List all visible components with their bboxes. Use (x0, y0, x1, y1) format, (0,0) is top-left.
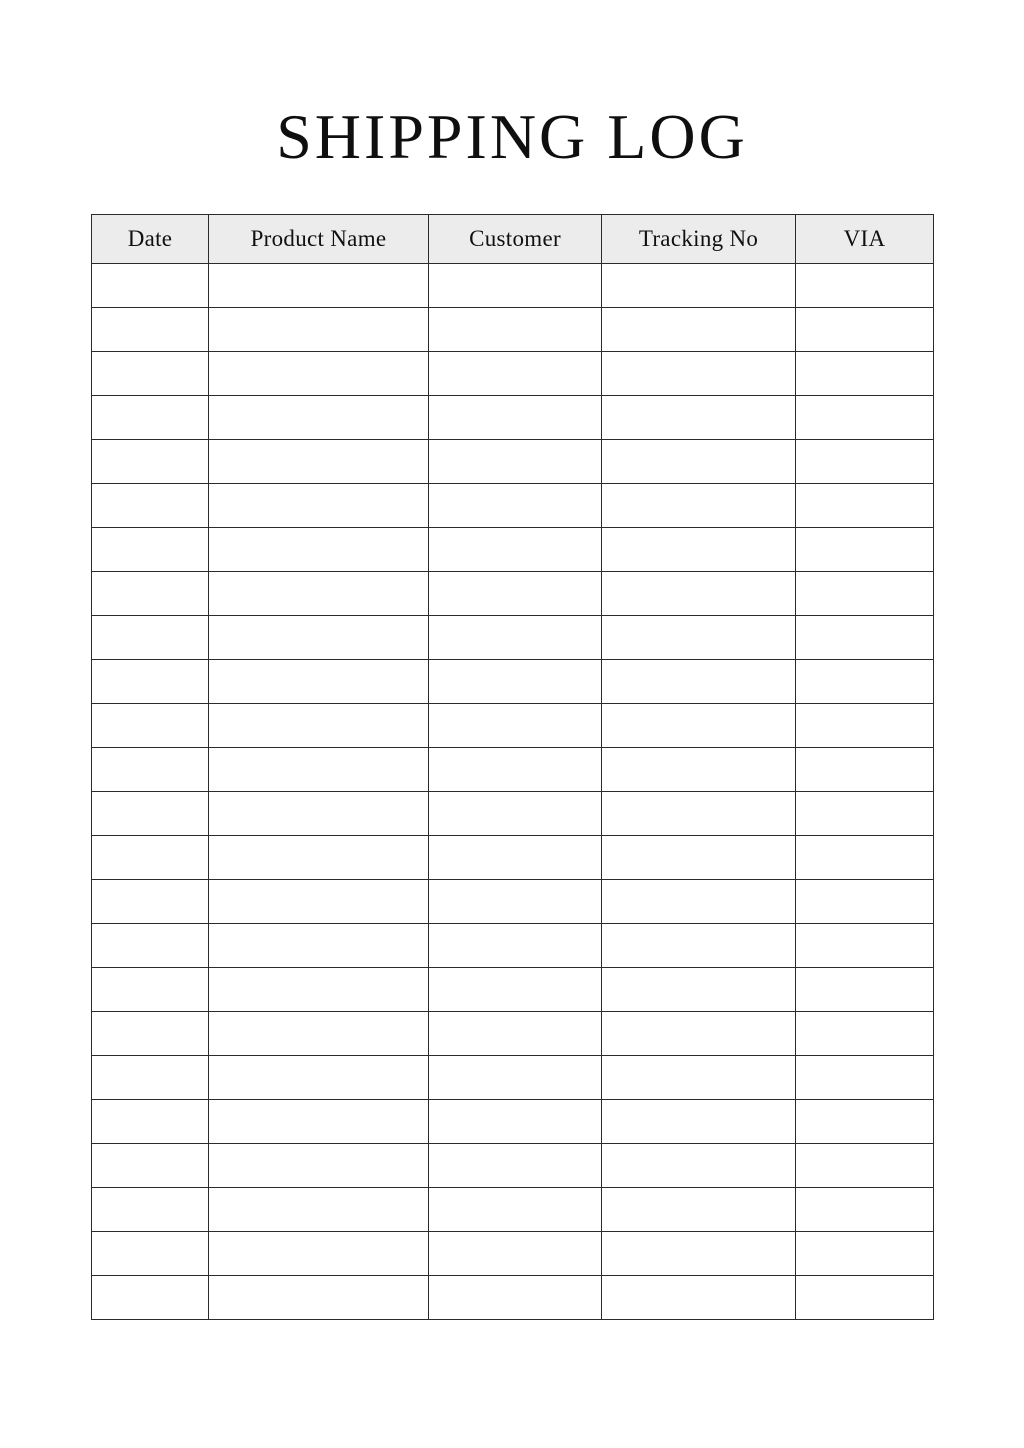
table-cell-customer[interactable] (429, 792, 602, 836)
table-cell-tracking_no[interactable] (602, 264, 796, 308)
table-cell-via[interactable] (796, 924, 934, 968)
table-cell-tracking_no[interactable] (602, 1232, 796, 1276)
table-cell-date[interactable] (92, 1056, 209, 1100)
table-cell-via[interactable] (796, 484, 934, 528)
table-row (92, 396, 934, 440)
table-row (92, 440, 934, 484)
table-cell-tracking_no[interactable] (602, 924, 796, 968)
table-row (92, 1144, 934, 1188)
table-cell-product_name[interactable] (209, 748, 429, 792)
table-row (92, 704, 934, 748)
table-row (92, 616, 934, 660)
table-cell-date[interactable] (92, 660, 209, 704)
table-cell-product_name[interactable] (209, 484, 429, 528)
table-cell-via[interactable] (796, 440, 934, 484)
table-cell-tracking_no[interactable] (602, 616, 796, 660)
table-cell-product_name[interactable] (209, 572, 429, 616)
table-cell-tracking_no[interactable] (602, 1276, 796, 1320)
table-cell-date[interactable] (92, 792, 209, 836)
table-cell-customer[interactable] (429, 1012, 602, 1056)
table-row (92, 660, 934, 704)
table-cell-product_name[interactable] (209, 528, 429, 572)
table-cell-date[interactable] (92, 1012, 209, 1056)
table-cell-product_name[interactable] (209, 1232, 429, 1276)
table-cell-customer[interactable] (429, 528, 602, 572)
table-cell-customer[interactable] (429, 440, 602, 484)
table-row (92, 1100, 934, 1144)
table-cell-customer[interactable] (429, 352, 602, 396)
table-cell-date[interactable] (92, 352, 209, 396)
column-header-product-name: Product Name (209, 215, 429, 264)
column-header-customer: Customer (429, 215, 602, 264)
table-cell-date[interactable] (92, 1276, 209, 1320)
table-cell-product_name[interactable] (209, 836, 429, 880)
table-cell-date[interactable] (92, 616, 209, 660)
table-cell-product_name[interactable] (209, 440, 429, 484)
table-cell-customer[interactable] (429, 396, 602, 440)
table-cell-tracking_no[interactable] (602, 572, 796, 616)
table-header (92, 215, 934, 264)
table-cell-tracking_no[interactable] (602, 1100, 796, 1144)
column-header-date: Date (92, 215, 209, 264)
table-cell-tracking_no[interactable] (602, 1188, 796, 1232)
table-cell-customer[interactable] (429, 1056, 602, 1100)
table-cell-product_name[interactable] (209, 924, 429, 968)
table-cell-date[interactable] (92, 396, 209, 440)
table-cell-via[interactable] (796, 528, 934, 572)
table-cell-via[interactable] (796, 264, 934, 308)
table-row (92, 484, 934, 528)
table-cell-via[interactable] (796, 1012, 934, 1056)
table-cell-customer[interactable] (429, 748, 602, 792)
table-cell-via[interactable] (796, 1232, 934, 1276)
table-cell-via[interactable] (796, 1276, 934, 1320)
table-cell-date[interactable] (92, 1232, 209, 1276)
table-cell-product_name[interactable] (209, 660, 429, 704)
table-cell-tracking_no[interactable] (602, 528, 796, 572)
table-cell-tracking_no[interactable] (602, 792, 796, 836)
table-row (92, 1232, 934, 1276)
column-header-tracking-no: Tracking No (602, 215, 796, 264)
table-row (92, 1276, 934, 1320)
table-cell-date[interactable] (92, 264, 209, 308)
table-row (92, 308, 934, 352)
table-cell-tracking_no[interactable] (602, 968, 796, 1012)
table-cell-via[interactable] (796, 968, 934, 1012)
table-cell-customer[interactable] (429, 968, 602, 1012)
table-cell-customer[interactable] (429, 1100, 602, 1144)
table-cell-via[interactable] (796, 704, 934, 748)
table-cell-via[interactable] (796, 1188, 934, 1232)
table-cell-customer[interactable] (429, 572, 602, 616)
table-row (92, 1012, 934, 1056)
table-cell-via[interactable] (796, 880, 934, 924)
table-cell-date[interactable] (92, 440, 209, 484)
table-cell-product_name[interactable] (209, 1012, 429, 1056)
table-row (92, 572, 934, 616)
column-header-via: VIA (796, 215, 934, 264)
table-cell-tracking_no[interactable] (602, 660, 796, 704)
table-row (92, 924, 934, 968)
table-cell-tracking_no[interactable] (602, 1144, 796, 1188)
table-cell-customer[interactable] (429, 1144, 602, 1188)
table-cell-tracking_no[interactable] (602, 836, 796, 880)
table-cell-product_name[interactable] (209, 352, 429, 396)
table-row (92, 1056, 934, 1100)
table-row (92, 880, 934, 924)
table-row (92, 792, 934, 836)
table-cell-date[interactable] (92, 1144, 209, 1188)
table-cell-tracking_no[interactable] (602, 308, 796, 352)
table-row (92, 528, 934, 572)
table-cell-product_name[interactable] (209, 880, 429, 924)
table-cell-customer[interactable] (429, 1232, 602, 1276)
table-cell-date[interactable] (92, 968, 209, 1012)
table-cell-via[interactable] (796, 1100, 934, 1144)
table-cell-customer[interactable] (429, 264, 602, 308)
table-cell-date[interactable] (92, 924, 209, 968)
table-row (92, 352, 934, 396)
table-cell-tracking_no[interactable] (602, 484, 796, 528)
table-cell-tracking_no[interactable] (602, 352, 796, 396)
table-cell-date[interactable] (92, 572, 209, 616)
table-cell-date[interactable] (92, 704, 209, 748)
table-body (92, 264, 934, 1320)
table-cell-customer[interactable] (429, 616, 602, 660)
table-cell-via[interactable] (796, 836, 934, 880)
table-cell-product_name[interactable] (209, 1144, 429, 1188)
table-cell-product_name[interactable] (209, 1188, 429, 1232)
table-row (92, 836, 934, 880)
table-cell-product_name[interactable] (209, 1056, 429, 1100)
table-cell-date[interactable] (92, 1100, 209, 1144)
table-cell-customer[interactable] (429, 1276, 602, 1320)
table-cell-via[interactable] (796, 1056, 934, 1100)
table-cell-tracking_no[interactable] (602, 704, 796, 748)
table-cell-tracking_no[interactable] (602, 440, 796, 484)
table-cell-date[interactable] (92, 748, 209, 792)
table-cell-product_name[interactable] (209, 1100, 429, 1144)
table-cell-product_name[interactable] (209, 1276, 429, 1320)
table-cell-customer[interactable] (429, 704, 602, 748)
table-cell-customer[interactable] (429, 880, 602, 924)
table-cell-via[interactable] (796, 748, 934, 792)
table-cell-date[interactable] (92, 308, 209, 352)
table-cell-via[interactable] (796, 308, 934, 352)
table-cell-tracking_no[interactable] (602, 1012, 796, 1056)
table-cell-via[interactable] (796, 396, 934, 440)
table-cell-product_name[interactable] (209, 968, 429, 1012)
table-cell-via[interactable] (796, 572, 934, 616)
table-cell-customer[interactable] (429, 1188, 602, 1232)
table-cell-tracking_no[interactable] (602, 396, 796, 440)
table-cell-tracking_no[interactable] (602, 1056, 796, 1100)
table-cell-product_name[interactable] (209, 308, 429, 352)
table-row (92, 968, 934, 1012)
table-cell-product_name[interactable] (209, 264, 429, 308)
table-row (92, 264, 934, 308)
table-cell-tracking_no[interactable] (602, 880, 796, 924)
table-cell-tracking_no[interactable] (602, 748, 796, 792)
table-cell-product_name[interactable] (209, 792, 429, 836)
table-cell-via[interactable] (796, 792, 934, 836)
shipping-log-table (91, 214, 934, 1320)
table-cell-via[interactable] (796, 616, 934, 660)
table-header-row (92, 215, 934, 264)
table-cell-via[interactable] (796, 660, 934, 704)
table-cell-customer[interactable] (429, 308, 602, 352)
table-cell-customer[interactable] (429, 924, 602, 968)
table-cell-via[interactable] (796, 1144, 934, 1188)
table-row (92, 1188, 934, 1232)
table-cell-date[interactable] (92, 484, 209, 528)
table-cell-date[interactable] (92, 528, 209, 572)
table-cell-date[interactable] (92, 880, 209, 924)
table-cell-product_name[interactable] (209, 396, 429, 440)
page-title: SHIPPING LOG (276, 100, 748, 172)
table-cell-date[interactable] (92, 1188, 209, 1232)
shipping-log-table-container (91, 214, 933, 1320)
table-cell-product_name[interactable] (209, 616, 429, 660)
table-cell-customer[interactable] (429, 660, 602, 704)
table-cell-product_name[interactable] (209, 704, 429, 748)
table-cell-customer[interactable] (429, 836, 602, 880)
table-cell-customer[interactable] (429, 484, 602, 528)
table-cell-date[interactable] (92, 836, 209, 880)
table-cell-via[interactable] (796, 352, 934, 396)
table-row (92, 748, 934, 792)
